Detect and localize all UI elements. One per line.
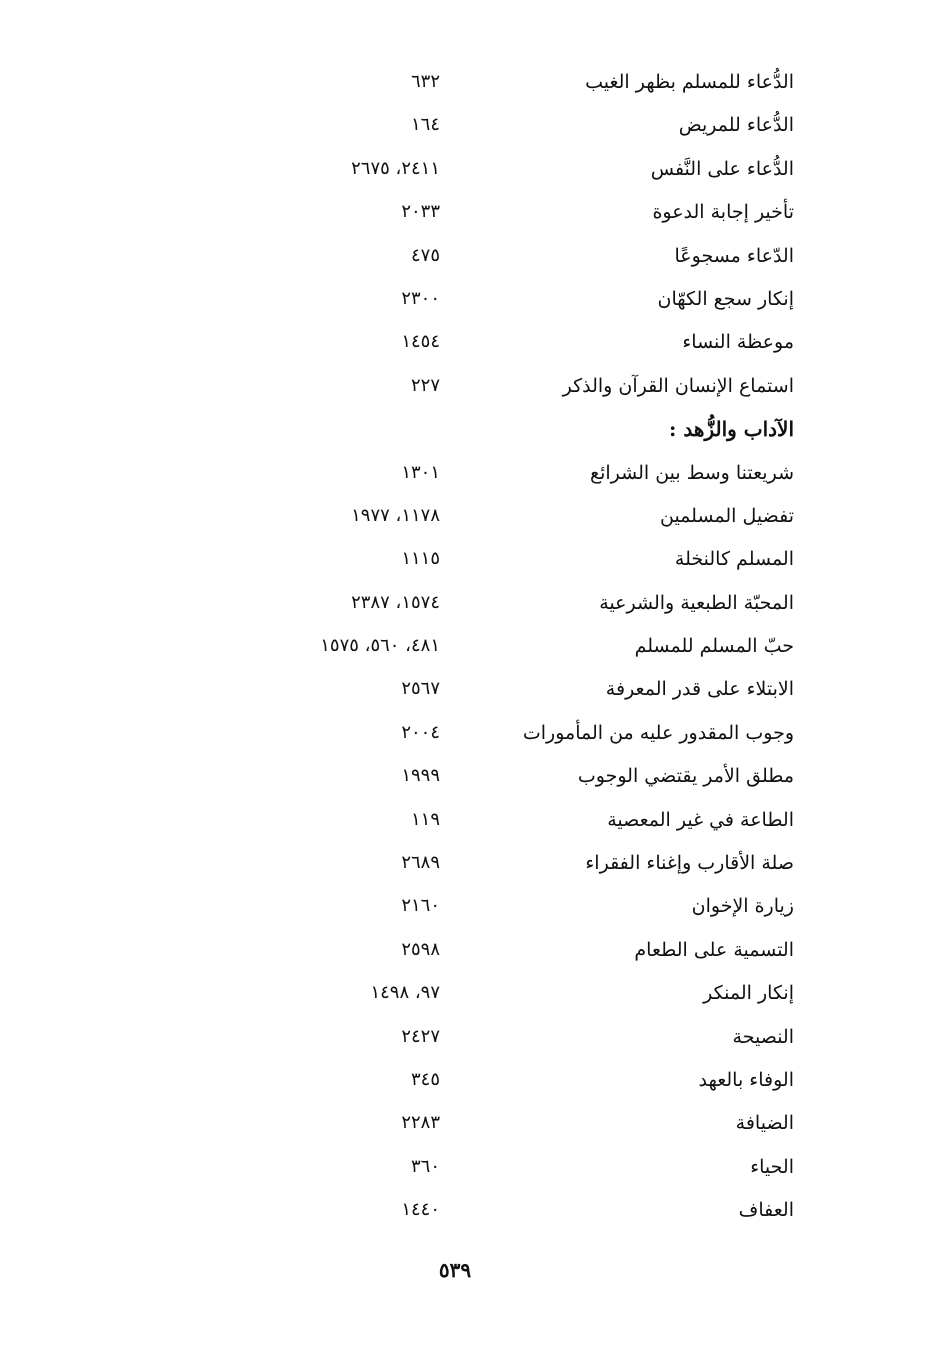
entry-topic: الدُّعاء للمسلم بظهر الغيب xyxy=(585,71,794,93)
entry-refs: ١٣٠١ xyxy=(401,461,440,483)
entry-refs: ١٦٤ xyxy=(410,114,440,136)
index-entry xyxy=(240,1060,800,1103)
entry-topic: الضيافة xyxy=(735,1112,794,1135)
entry-topic: مطلق الأمر يقتضي الوجوب xyxy=(577,765,794,788)
subject-index-list xyxy=(240,62,800,1234)
index-entry xyxy=(240,366,800,409)
entry-topic: زيارة الإخوان xyxy=(691,895,794,918)
index-entry xyxy=(240,886,800,929)
entry-topic: التسمية على الطعام xyxy=(634,938,794,961)
entry-refs: ٢٣٠٠ xyxy=(401,287,440,309)
index-entry xyxy=(240,713,800,756)
index-entry xyxy=(240,192,800,235)
index-entry xyxy=(240,453,800,496)
index-entry xyxy=(240,1103,800,1146)
entry-refs: ٢٥٦٧ xyxy=(401,678,440,700)
entry-refs: ٢٠٣٣ xyxy=(401,201,440,223)
index-entry xyxy=(240,62,800,105)
entry-refs: ٤٧٥ xyxy=(410,244,440,266)
entry-refs: ٢٤٢٧ xyxy=(401,1025,440,1047)
entry-refs: ١٤٤٠ xyxy=(401,1199,440,1221)
entry-refs: ٣٤٥ xyxy=(410,1068,440,1090)
entry-refs: ٢٢٧ xyxy=(410,374,440,396)
entry-refs: ٣٦٠ xyxy=(410,1155,440,1177)
index-entry xyxy=(240,973,800,1016)
entry-topic: استماع الإنسان القرآن والذكر xyxy=(562,374,794,397)
entry-topic: الدُّعاء على النَّفس xyxy=(650,157,794,180)
entry-refs: ٢٤١١، ٢٦٧٥ xyxy=(351,157,440,179)
entry-refs: ١٥٧٤، ٢٣٨٧ xyxy=(351,591,440,613)
entry-topic: العفاف xyxy=(738,1199,794,1222)
entry-refs: ١١٩ xyxy=(410,808,440,830)
entry-topic: تأخير إجابة الدعوة xyxy=(652,201,794,224)
entry-topic: إنكار سجع الكهّان xyxy=(657,287,794,310)
index-entry xyxy=(240,800,800,843)
entry-topic: الابتلاء على قدر المعرفة xyxy=(605,678,794,701)
entry-topic: الوفاء بالعهد xyxy=(698,1068,794,1091)
entry-topic: تفضيل المسلمين xyxy=(659,504,794,527)
entry-topic: حبّ المسلم للمسلم xyxy=(634,635,794,658)
entry-refs: ٢٠٠٤ xyxy=(401,721,440,743)
entry-refs: ٢٦٨٩ xyxy=(401,852,440,874)
section-heading-row xyxy=(240,409,800,452)
index-entry xyxy=(240,105,800,148)
index-entry xyxy=(240,756,800,799)
entry-topic: إنكار المنكر xyxy=(703,982,794,1005)
entry-topic: الحياء xyxy=(750,1155,794,1178)
entry-topic: الطاعة في غير المعصية xyxy=(607,808,794,831)
entry-topic: النصيحة xyxy=(732,1025,794,1048)
entry-refs: ١٤٥٤ xyxy=(401,331,440,353)
page-number: ٥٣٩ xyxy=(438,1258,472,1282)
entry-topic: الدُّعاء للمريض xyxy=(678,114,794,137)
index-entry xyxy=(240,322,800,365)
entry-topic: موعظة النساء xyxy=(682,331,794,354)
entry-topic: شريعتنا وسط بين الشرائع xyxy=(589,461,794,484)
entry-refs: ٢٥٩٨ xyxy=(401,938,440,960)
section-heading: الآداب والزُّهد : xyxy=(669,417,794,442)
index-entry xyxy=(240,149,800,192)
index-entry xyxy=(240,669,800,712)
entry-refs: ١٩٩٩ xyxy=(401,765,440,787)
entry-refs: ١١٧٨، ١٩٧٧ xyxy=(351,504,440,526)
entry-refs: ١١١٥ xyxy=(401,548,440,570)
index-entry xyxy=(240,236,800,279)
entry-topic: المحبّة الطبعية والشرعية xyxy=(599,591,794,614)
index-entry xyxy=(240,1017,800,1060)
index-entry xyxy=(240,279,800,322)
entry-topic: الدّعاء مسجوعًا xyxy=(674,244,794,267)
index-entry xyxy=(240,930,800,973)
entry-refs: ٢٢٨٣ xyxy=(401,1112,440,1134)
index-entry xyxy=(240,539,800,582)
entry-refs: ٦٣٢ xyxy=(410,71,440,92)
index-entry xyxy=(240,843,800,886)
entry-refs: ٩٧، ١٤٩٨ xyxy=(370,982,440,1004)
entry-refs: ٢١٦٠ xyxy=(401,895,440,917)
index-entry xyxy=(240,496,800,539)
entry-topic: صلة الأقارب وإغناء الفقراء xyxy=(585,852,794,875)
entry-topic: المسلم كالنخلة xyxy=(674,548,794,571)
index-entry xyxy=(240,1190,800,1233)
index-entry xyxy=(240,626,800,669)
index-entry xyxy=(240,1147,800,1190)
entry-refs: ٤٨١، ٥٦٠، ١٥٧٥ xyxy=(320,635,440,657)
index-entry xyxy=(240,583,800,626)
entry-topic: وجوب المقدور عليه من المأمورات xyxy=(522,721,794,744)
